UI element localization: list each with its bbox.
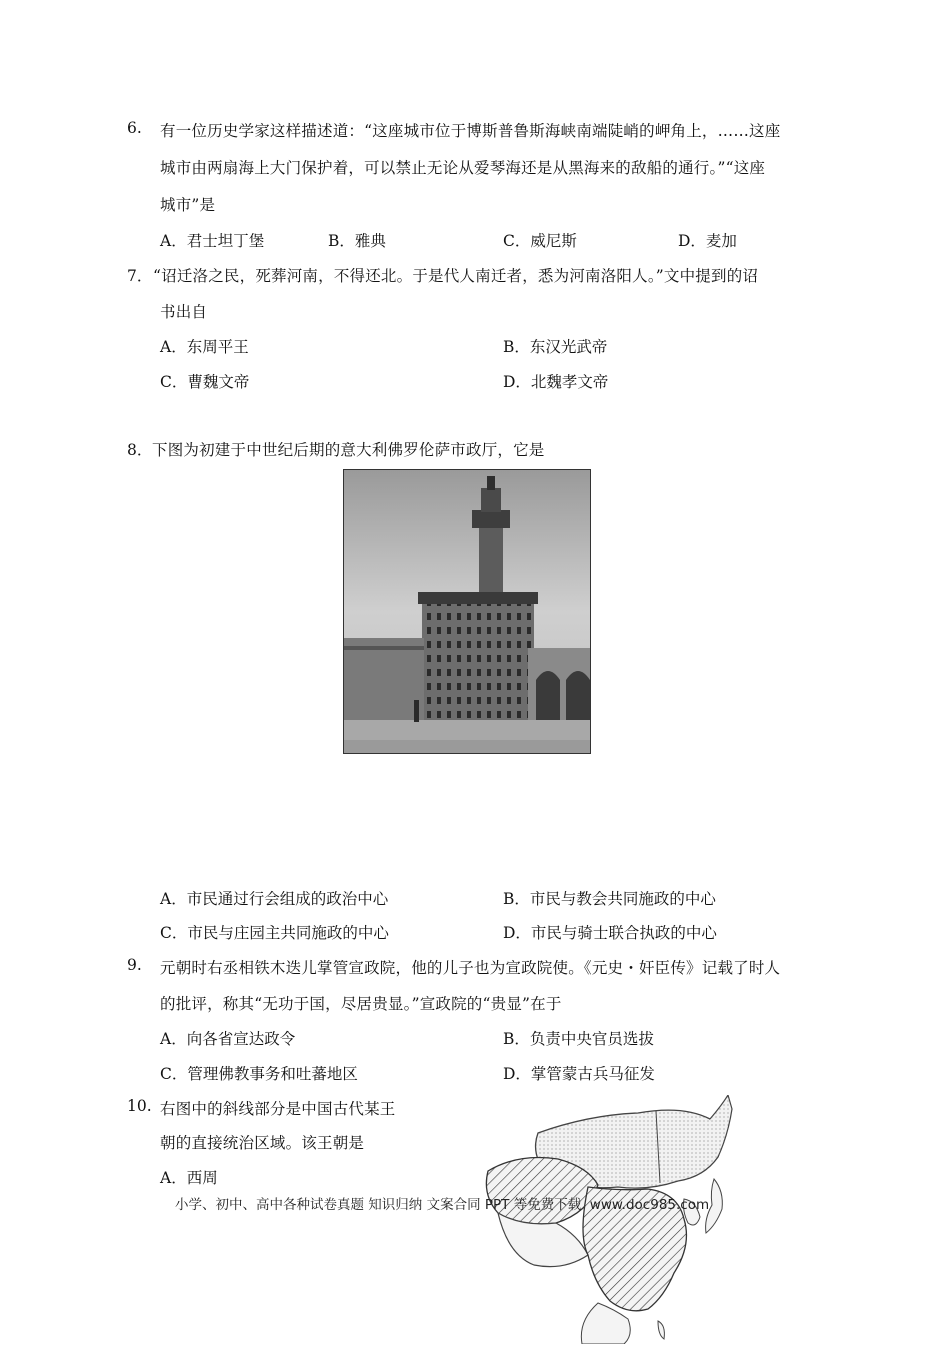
option-c: C．曹魏文帝 xyxy=(160,373,250,391)
option-a: A．君士坦丁堡 xyxy=(160,232,265,250)
question-text-line: 朝的直接统治区域。该王朝是 xyxy=(160,1134,365,1152)
option-c: C．威尼斯 xyxy=(503,232,577,250)
option-d: D．北魏孝文帝 xyxy=(503,373,609,391)
question-text-line: 书出自 xyxy=(160,303,208,321)
question-text-line: 右图中的斜线部分是中国古代某王 xyxy=(160,1100,396,1118)
option-d: D．麦加 xyxy=(678,232,737,250)
option-a: A．东周平王 xyxy=(160,338,249,356)
option-c: C．管理佛教事务和吐蕃地区 xyxy=(160,1065,358,1083)
question-number: 9. xyxy=(127,956,142,974)
option-a: A．西周 xyxy=(160,1169,218,1187)
question-text-line: “诏迁洛之民，死葬河南，不得还北。于是代人南迁者，悉为河南洛阳人。”文中提到的诏 xyxy=(153,267,759,285)
option-a: A．向各省宣达政令 xyxy=(160,1030,296,1048)
question-text-line: 有一位历史学家这样描述道：“这座城市位于博斯普鲁斯海峡南端陡峭的岬角上，……这座 xyxy=(160,122,781,140)
option-c: C．市民与庄园主共同施政的中心 xyxy=(160,924,389,942)
question-number: 7． xyxy=(127,267,153,285)
question-text-line: 元朝时右丞相铁木迭儿掌管宣政院，他的儿子也为宣政院使。《元史・奸臣传》记载了时人 xyxy=(160,959,781,977)
option-b: B．市民与教会共同施政的中心 xyxy=(503,890,716,908)
footer-text xyxy=(175,1193,709,1213)
option-b: B．雅典 xyxy=(328,232,386,250)
question-text-line: 的批评，称其“无功于国，尽居贵显。”宣政院的“贵显”在于 xyxy=(160,995,562,1013)
option-d: D．市民与骑士联合执政的中心 xyxy=(503,924,717,942)
dynasty-territory-map xyxy=(478,1095,750,1344)
option-b: B．东汉光武帝 xyxy=(503,338,608,356)
option-d: D．掌管蒙古兵马征发 xyxy=(503,1065,655,1083)
question-text-line: 城市由两扇海上大门保护着，可以禁止无论从爱琴海还是从黑海来的敌船的通行。”“这座 xyxy=(160,159,766,177)
option-b: B．负责中央官员选拔 xyxy=(503,1030,654,1048)
option-a: A．市民通过行会组成的政治中心 xyxy=(160,890,389,908)
question-number: 10. xyxy=(127,1097,152,1115)
footer-url[interactable]: www.doc985.com xyxy=(589,1197,710,1213)
footer-description: 小学、初中、高中各种试卷真题 知识归纳 文案合同 PPT 等免费下载 xyxy=(175,1197,582,1213)
question-text-line: 下图为初建于中世纪后期的意大利佛罗伦萨市政厅，它是 xyxy=(152,441,545,459)
question-number: 8． xyxy=(127,441,153,459)
question-number: 6. xyxy=(127,119,142,137)
florence-palazzo-vecchio-photo xyxy=(343,469,591,754)
question-text-line: 城市”是 xyxy=(160,196,216,214)
